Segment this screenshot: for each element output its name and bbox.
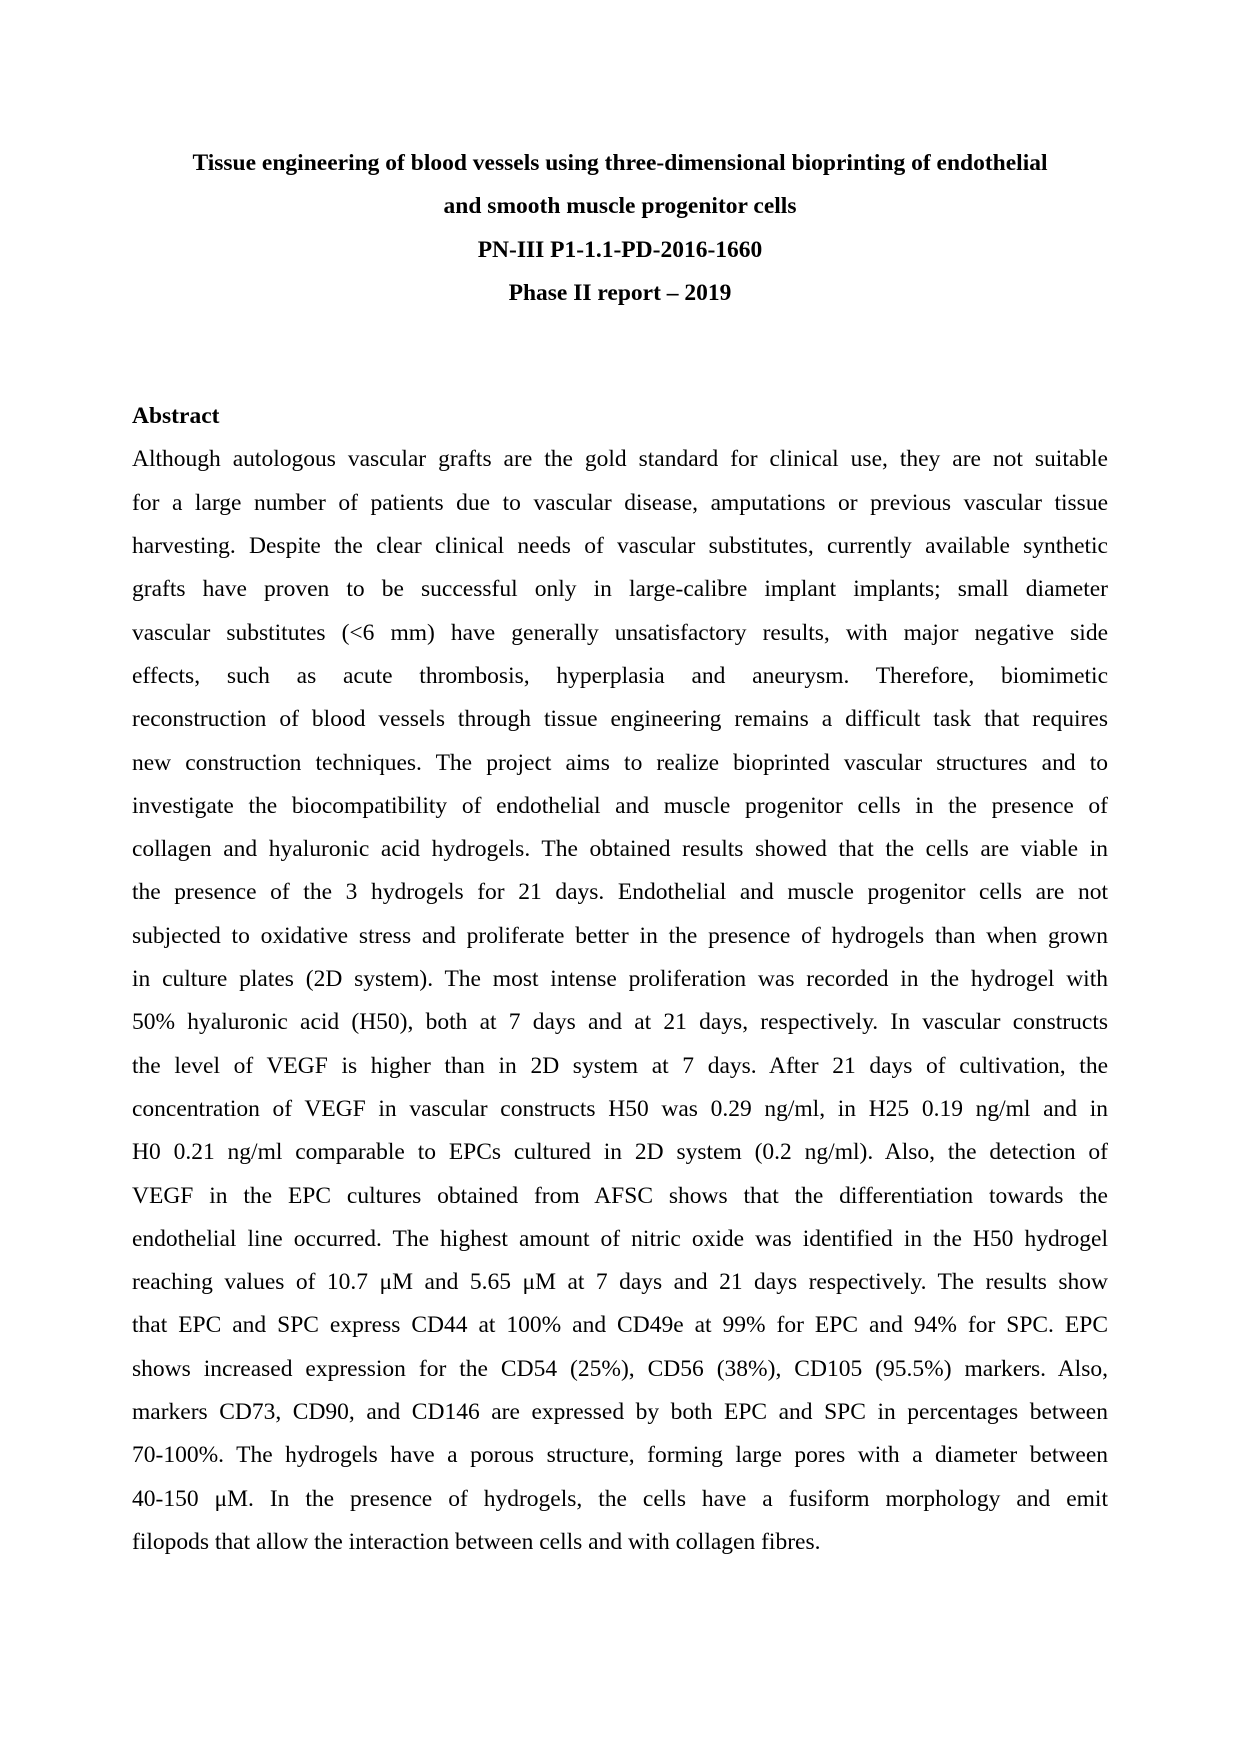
abstract-line: endothelial line occurred. The highest amount of nitric oxide was identified in the H50 hydrogel <box>132 1225 1108 1252</box>
abstract-heading: Abstract <box>132 403 220 430</box>
abstract-line: concentration of VEGF in vascular constructs H50 was 0.29 ng/ml, in H25 0.19 ng/ml and in <box>132 1095 1108 1122</box>
abstract-line: 50% hyaluronic acid (H50), both at 7 days and at 21 days, respectively. In vascular constructs <box>132 1009 1108 1036</box>
abstract-line: for a large number of patients due to vascular disease, amputations or previous vascular tissue <box>132 489 1108 516</box>
abstract-line: in culture plates (2D system). The most intense proliferation was recorded in the hydrogel with <box>132 966 1108 993</box>
abstract-line: new construction techniques. The project aims to realize bioprinted vascular structures and to <box>132 749 1108 776</box>
abstract-line: reaching values of 10.7 μM and 5.65 μM at 7 days and 21 days respectively. The results show <box>132 1269 1108 1296</box>
abstract-line: the presence of the 3 hydrogels for 21 days. Endothelial and muscle progenitor cells are not <box>132 879 1108 906</box>
abstract-line: vascular substitutes (<6 mm) have generally unsatisfactory results, with major negative side <box>132 619 1108 646</box>
report-phase-line: Phase II report – 2019 <box>508 279 732 306</box>
report-title-line-2: and smooth muscle progenitor cells <box>443 193 797 220</box>
abstract-line: harvesting. Despite the clear clinical needs of vascular substitutes, currently available synthetic <box>132 533 1108 560</box>
abstract-line: filopods that allow the interaction between cells and with collagen fibres. <box>132 1528 821 1555</box>
abstract-line: investigate the biocompatibility of endothelial and muscle progenitor cells in the presence of <box>132 792 1108 819</box>
abstract-line: subjected to oxidative stress and proliferate better in the presence of hydrogels than when grown <box>132 922 1108 949</box>
report-title <box>132 142 1108 315</box>
abstract-line: shows increased expression for the CD54 (25%), CD56 (38%), CD105 (95.5%) markers. Also, <box>132 1355 1108 1382</box>
abstract-line: 70-100%. The hydrogels have a porous structure, forming large pores with a diameter between <box>132 1442 1108 1469</box>
abstract-line: Although autologous vascular grafts are the gold standard for clinical use, they are not suitable <box>132 446 1108 473</box>
abstract-line: markers CD73, CD90, and CD146 are expressed by both EPC and SPC in percentages between <box>132 1399 1108 1426</box>
abstract-line: 40-150 μM. In the presence of hydrogels, the cells have a fusiform morphology and emit <box>132 1485 1108 1512</box>
abstract-line: collagen and hyaluronic acid hydrogels. The obtained results showed that the cells are viable in <box>132 836 1108 863</box>
abstract-line: that EPC and SPC express CD44 at 100% and CD49e at 99% for EPC and 94% for SPC. EPC <box>132 1312 1108 1339</box>
abstract-paragraph <box>132 438 1108 1564</box>
abstract-line: H0 0.21 ng/ml comparable to EPCs cultured in 2D system (0.2 ng/ml). Also, the detection of <box>132 1139 1108 1166</box>
abstract-line: reconstruction of blood vessels through tissue engineering remains a difficult task that requires <box>132 706 1108 733</box>
report-title-line-1: Tissue engineering of blood vessels using three-dimensional bioprinting of endothelial <box>192 150 1048 176</box>
abstract-line: grafts have proven to be successful only in large-calibre implant implants; small diameter <box>132 576 1108 603</box>
report-code-line: PN-III P1-1.1-PD-2016-1660 <box>477 236 763 263</box>
abstract-line: effects, such as acute thrombosis, hyperplasia and aneurysm. Therefore, biomimetic <box>132 662 1108 689</box>
abstract-line: the level of VEGF is higher than in 2D system at 7 days. After 21 days of cultivation, the <box>132 1052 1108 1079</box>
abstract-line: VEGF in the EPC cultures obtained from AFSC shows that the differentiation towards the <box>132 1182 1108 1209</box>
